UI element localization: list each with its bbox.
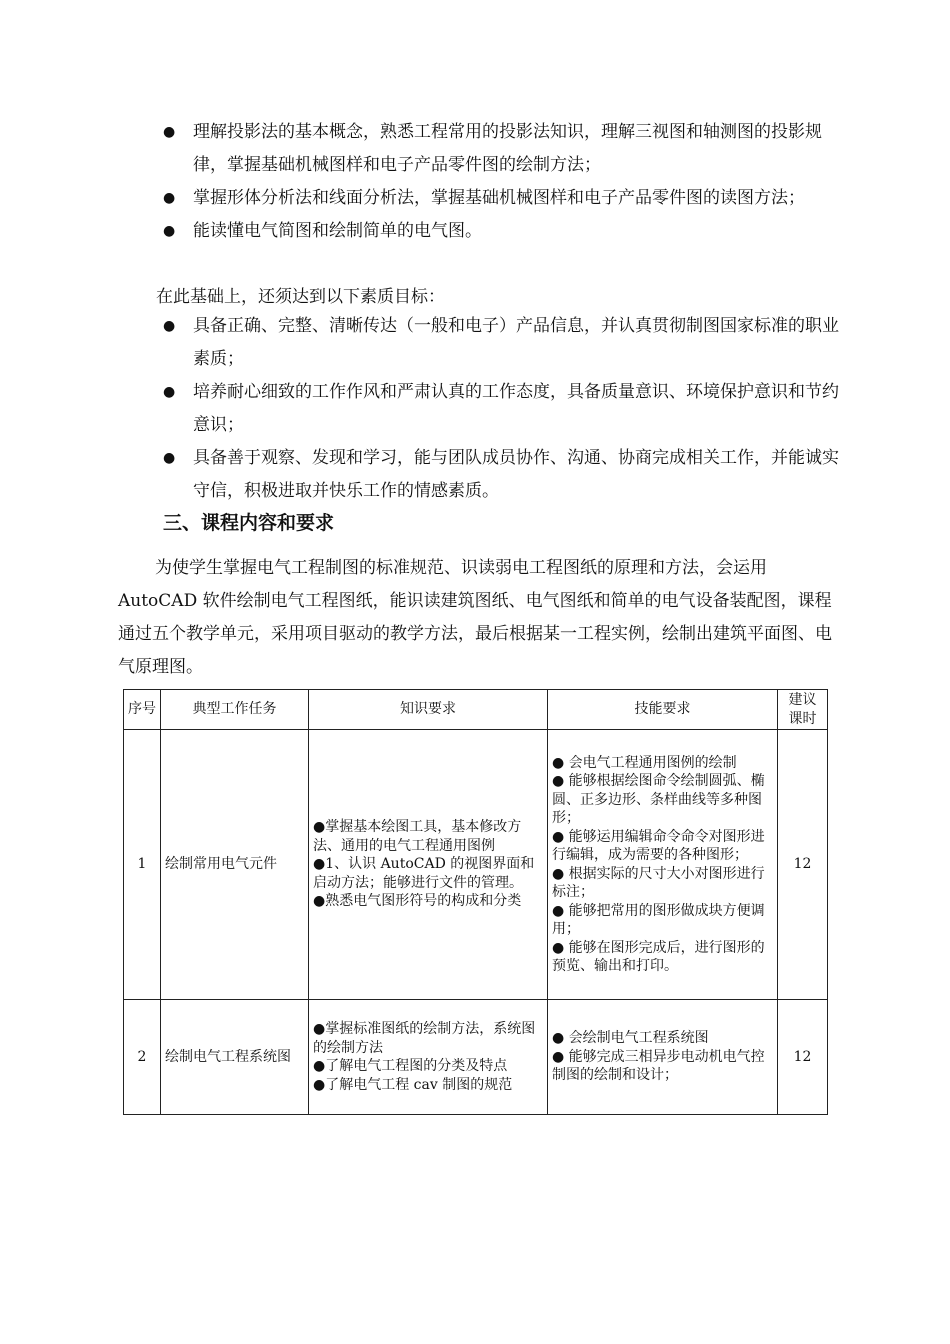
table-row [124, 730, 828, 1000]
row-num: 1 [124, 730, 161, 1000]
objectives-list [162, 116, 842, 248]
row-hours: 12 [778, 1000, 828, 1115]
bullet-icon: ● [163, 190, 176, 206]
skill-item: ● 能够运用编辑命令命令对图形进行编辑，成为需要的各种图形； [552, 828, 765, 863]
list-item [162, 310, 842, 376]
skill-item: ● 能够根据绘图命令绘制圆弧、椭圆、正多边形、条样曲线等多种图形； [552, 773, 765, 826]
list-item-text: 理解投影法的基本概念，熟悉工程常用的投影法知识，理解三视图和轴测图的投影规律，掌握基础机械图样和电子产品零件图的绘制方法； [193, 122, 822, 175]
knowledge-item: ●了解电气工程图的分类及特点 [313, 1058, 508, 1074]
list-item-text: 具备正确、完整、清晰传达（一般和电子）产品信息，并认真贯彻制图国家标准的职业素质； [193, 316, 839, 369]
header-knowledge: 知识要求 [309, 690, 548, 730]
list-item-text: 具备善于观察、发现和学习，能与团队成员协作、沟通、协商完成相关工作，并能诚实守信，积极进取并快乐工作的情感素质。 [193, 448, 839, 501]
list-item-text: 能读懂电气简图和绘制简单的电气图。 [193, 221, 482, 241]
row-hours: 12 [778, 730, 828, 1000]
list-item [162, 376, 842, 442]
bullet-icon: ● [163, 124, 176, 140]
row-skills [548, 730, 778, 1000]
list-item [162, 215, 842, 248]
knowledge-item: ●了解电气工程 cav 制图的规范 [313, 1076, 513, 1093]
row-knowledge [309, 1000, 548, 1115]
knowledge-item: ●掌握标准图纸的绘制方法，系统图的绘制方法 [313, 1021, 536, 1056]
header-skills: 技能要求 [548, 690, 778, 730]
table-header-row [124, 690, 828, 730]
section-paragraph: 为使学生掌握电气工程制图的标准规范、识读弱电工程图纸的原理和方法，会运用 AutoCAD 软件绘制电气工程图纸，能识读建筑图纸、电气图纸和简单的电气设备装配图，课程通过五个教学单元，采用项目驱动的教学方法，最后根据某一工程实例，绘制出建筑平面图、电气原理图。 [118, 558, 832, 677]
list-item [162, 442, 842, 508]
list-item [162, 182, 842, 215]
row-num: 2 [124, 1000, 161, 1115]
quality-list [162, 310, 842, 508]
list-item-text: 培养耐心细致的工作作风和严肃认真的工作态度，具备质量意识、环境保护意识和节约意识； [193, 382, 839, 435]
quality-intro: 在此基础上，还须达到以下素质目标： [156, 287, 445, 307]
skill-item: ● 能够完成三相异步电动机电气控制图的绘制和设计； [552, 1048, 765, 1084]
list-item [162, 116, 842, 182]
table-row [124, 1000, 828, 1115]
row-task: 绘制常用电气元件 [161, 730, 309, 1000]
bullet-icon: ● [163, 223, 176, 239]
bullet-icon: ● [163, 384, 176, 400]
section-heading: 三、课程内容和要求 [163, 512, 335, 534]
skill-item: ● 会电气工程通用图例的绘制 [552, 754, 737, 771]
bullet-icon: ● [163, 450, 176, 466]
header-num: 序号 [124, 690, 161, 730]
row-skills [548, 1000, 778, 1115]
knowledge-item: ●熟悉电气图形符号的构成和分类 [313, 893, 522, 910]
list-item-text: 掌握形体分析法和线面分析法，掌握基础机械图样和电子产品零件图的读图方法； [193, 188, 805, 208]
skill-item: ● 根据实际的尺寸大小对图形进行标注； [552, 865, 765, 900]
course-content-table [123, 689, 828, 1115]
header-task: 典型工作任务 [161, 690, 309, 730]
row-knowledge [309, 730, 548, 1000]
header-hours: 建议课时 [778, 690, 828, 730]
skill-item: ● 会绘制电气工程系统图 [552, 1030, 709, 1047]
knowledge-item: ●掌握基本绘图工具，基本修改方法、通用的电气工程通用图例 [313, 819, 522, 854]
skill-item: ● 能够在图形完成后，进行图形的预览、输出和打印。 [552, 939, 765, 974]
skill-item: ● 能够把常用的图形做成块方便调用； [552, 902, 765, 937]
bullet-icon: ● [163, 318, 176, 334]
row-task: 绘制电气工程系统图 [161, 1000, 309, 1115]
knowledge-item: ●1、认识 AutoCAD 的视图界面和启动方法；能够进行文件的管理。 [313, 856, 535, 891]
